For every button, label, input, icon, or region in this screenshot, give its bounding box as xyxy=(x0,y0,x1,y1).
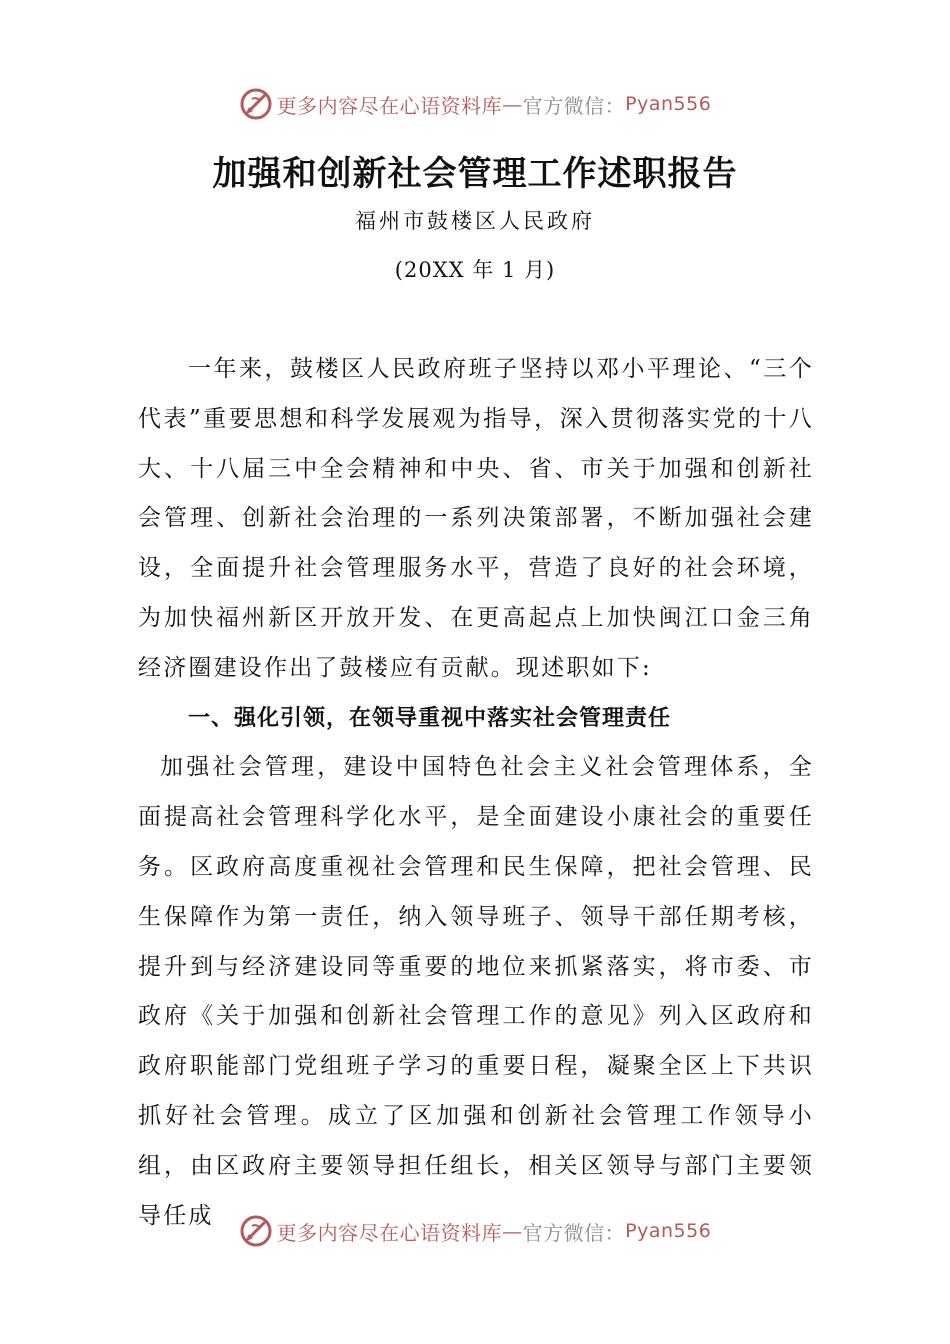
paragraph-2: 加强社会管理，建设中国特色社会主义社会管理体系，全面提高社会管理科学化水平，是全面建设小康社会的重要任务。区政府高度重视社会管理和民生保障，把社会管理、民生保障作为第一责任，纳入领导班子、领导干部任期考核，提升到与经济建设同等重要的地位来抓紧落实，将市委、市政府《关于加强和创新社会管理工作的意见》列入区政府和政府职能部门党组班子学习的重要日程，凝聚全区上下共识抓好社会管理。成立了区加强和创新社会管理工作领导小组，由区政府主要领导担任组长，相关区领导与部门主要领导任成 xyxy=(138,754,814,1229)
paragraph-1: 一年来，鼓楼区人民政府班子坚持以邓小平理论、“三个代表”重要思想和科学发展观为指导，深入贯彻落实党的十八大、十八届三中全会精神和中央、省、市关于加强和创新社会管理、创新社会治理的一系列决策部署，不断加强社会建设，全面提升社会管理服务水平，营造了良好的社会环境，为加快福州新区开放开发、在更高起点上加快闽江口金三角经济圈建设作出了鼓楼应有贡献。现述职如下: xyxy=(138,356,814,681)
pen-circle-icon xyxy=(239,87,273,121)
section-heading-1: 一、强化引领，在领导重视中落实社会管理责任 xyxy=(188,705,672,731)
footer-watermark xyxy=(0,1211,950,1251)
pen-circle-icon xyxy=(239,1214,273,1248)
header-watermark xyxy=(0,84,950,124)
document-body xyxy=(138,345,814,1241)
watermark-text: 更多内容尽在心语资料库 xyxy=(276,1220,503,1245)
watermark-text: 更多内容尽在心语资料库 xyxy=(276,93,503,118)
document-date: (20XX 年 1 月) xyxy=(394,258,556,282)
document-title: 加强和创新社会管理工作述职报告 xyxy=(212,154,738,194)
watermark-separator: — xyxy=(502,92,523,116)
document-author: 福州市鼓楼区人民政府 xyxy=(355,209,595,233)
watermark-separator: — xyxy=(502,1219,523,1243)
watermark-official-label: 官方微信： xyxy=(522,1220,626,1245)
watermark-handle: Pyan556 xyxy=(625,93,712,115)
watermark-official-label: 官方微信： xyxy=(522,93,626,118)
watermark-handle: Pyan556 xyxy=(625,1220,712,1242)
